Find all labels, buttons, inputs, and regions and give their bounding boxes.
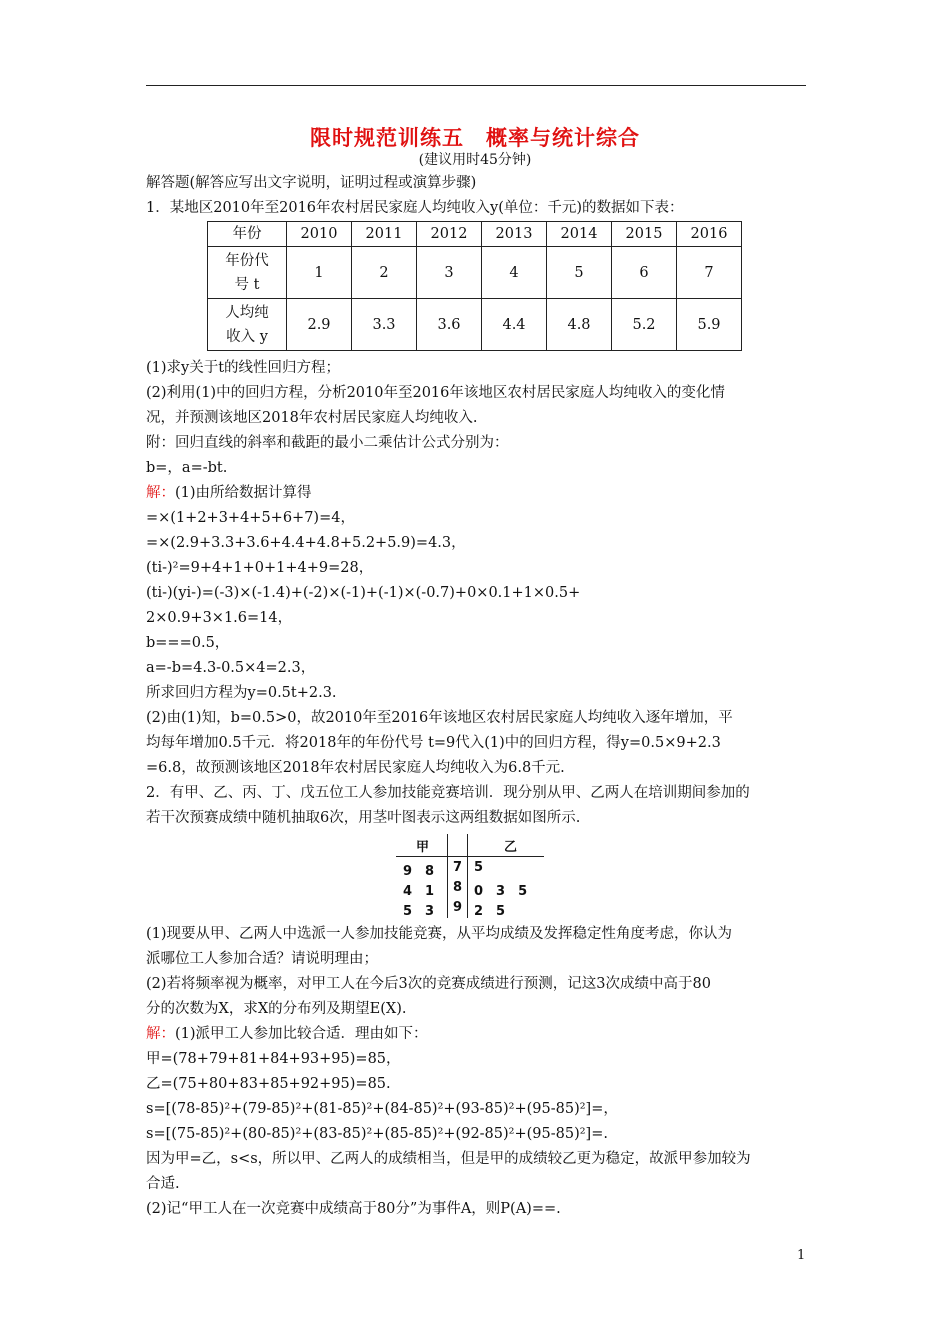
plot-divider-left — [447, 834, 448, 918]
q2-part1: (1)现要从甲、乙两人中选派一人参加技能竞赛，从平均成绩及发挥稳定性角度考虑，你认为 — [146, 926, 733, 942]
table-cell: 4.8 — [547, 299, 612, 351]
table-header-cell — [208, 247, 287, 299]
q1-appendix: 附：回归直线的斜率和截距的最小二乘估计公式分别为： — [146, 435, 509, 451]
q1-sol-line: 均每年增加0.5千元．将2018年的年份代号 t=9代入(1)中的回归方程，得y=0.5×9+2.3 — [146, 735, 721, 751]
table-cell: 1 — [287, 247, 352, 299]
plot-stem: 7 — [453, 860, 463, 875]
q1-part2-cont: 况，并预测该地区2018年农村居民家庭人均纯收入. — [146, 410, 478, 426]
page-number: 1 — [797, 1248, 806, 1263]
q2-sol-line: 合适. — [146, 1176, 180, 1192]
q1-sol-line: 2×0.9+3×1.6=14， — [146, 610, 293, 626]
header-line: 号 t — [234, 276, 260, 293]
page-title: 限时规范训练五 概率与统计综合 — [310, 126, 640, 150]
q1-sol-line: a=-b=4.3-0.5×4=2.3， — [146, 660, 316, 676]
table-cell: 7 — [677, 247, 742, 299]
table-row — [208, 247, 742, 299]
plot-right-header: 乙 — [504, 840, 518, 855]
q2-sol-line: 乙=(75+80+83+85+92+95)=85. — [146, 1076, 391, 1092]
plot-left-leaves: 5 3 — [403, 904, 435, 919]
plot-stem: 9 — [453, 900, 463, 915]
q1-solution-start — [146, 483, 312, 503]
q2-part2-cont: 分的次数为X，求X的分布列及期望E(X). — [146, 1001, 407, 1017]
q2-part2: (2)若将频率视为概率，对甲工人在今后3次的竞赛成绩进行预测，记这3次成绩中高于80 — [146, 976, 711, 992]
plot-right-leaves: 0 3 5 — [474, 884, 528, 899]
solution-label: 解： — [146, 1026, 175, 1042]
table-cell: 5.2 — [612, 299, 677, 351]
plot-divider-right — [467, 834, 468, 918]
plot-stem: 8 — [453, 880, 463, 895]
q2-sol-line: s=[(75-85)²+(80-85)²+(83-85)²+(85-85)²+(92-85)²+(95-85)²]=. — [146, 1126, 608, 1142]
q1-data-table — [207, 221, 742, 351]
table-cell: 5 — [547, 247, 612, 299]
header-line: 年份代 — [225, 252, 269, 269]
header-line: 收入 y — [226, 328, 268, 345]
q2-part1-cont: 派哪位工人参加合适？请说明理由； — [146, 951, 378, 967]
plot-left-header: 甲 — [416, 840, 430, 855]
intro-text: 解答题(解答应写出文字说明，证明过程或演算步骤) — [146, 175, 477, 191]
table-cell: 2011 — [352, 222, 417, 247]
q1-formula: b=，a=-bt. — [146, 460, 228, 476]
q1-sol-line: (ti-)²=9+4+1+0+1+4+9=28， — [146, 560, 374, 576]
q2-solution-start — [146, 1024, 428, 1044]
table-cell: 2013 — [482, 222, 547, 247]
plot-left-leaves: 4 1 — [403, 884, 435, 899]
table-cell: 4 — [482, 247, 547, 299]
q2-stem: 2．有甲、乙、丙、丁、戊五位工人参加技能竞赛培训．现分别从甲、乙两人在培训期间参加的 — [146, 785, 750, 801]
table-cell: 4.4 — [482, 299, 547, 351]
solution-label: 解： — [146, 485, 175, 501]
solution-text: (1)派甲工人参加比较合适．理由如下： — [175, 1026, 428, 1042]
table-cell: 3.6 — [417, 299, 482, 351]
table-row — [208, 222, 742, 247]
table-cell: 6 — [612, 247, 677, 299]
stem-and-leaf-plot — [396, 834, 546, 918]
plot-right-leaves: 2 5 — [474, 904, 506, 919]
q1-part1: (1)求y关于t的线性回归方程； — [146, 360, 341, 376]
table-cell: 3.3 — [352, 299, 417, 351]
q1-sol-line: b===0.5， — [146, 635, 230, 651]
page-subtitle: (建议用时45分钟) — [418, 152, 532, 168]
q1-sol-line: =×(2.9+3.3+3.6+4.4+4.8+5.2+5.9)=4.3， — [146, 535, 466, 551]
table-header-cell: 年份 — [208, 222, 287, 247]
q2-stem-cont: 若干次预赛成绩中随机抽取6次，用茎叶图表示这两组数据如图所示. — [146, 810, 581, 826]
q2-sol-line: 甲=(78+79+81+84+93+95)=85， — [146, 1051, 401, 1067]
header-line: 人均纯 — [225, 304, 269, 321]
q2-sol-line: s=[(78-85)²+(79-85)²+(81-85)²+(84-85)²+(93-85)²+(95-85)²]=， — [146, 1101, 618, 1117]
q1-sol-line: (2)由(1)知，b=0.5>0，故2010年至2016年该地区农村居民家庭人均纯收入逐年增加，平 — [146, 710, 733, 726]
table-cell: 2012 — [417, 222, 482, 247]
q2-sol-line: (2)记“甲工人在一次竞赛中成绩高于80分”为事件A，则P(A)==. — [146, 1201, 561, 1217]
plot-left-leaves: 9 8 — [403, 864, 435, 879]
q1-sol-line: =×(1+2+3+4+5+6+7)=4， — [146, 510, 355, 526]
table-cell: 3 — [417, 247, 482, 299]
q1-sol-line: 所求回归方程为y=0.5t+2.3. — [146, 685, 337, 701]
plot-right-leaves: 5 — [474, 860, 484, 875]
table-cell: 5.9 — [677, 299, 742, 351]
table-cell: 2.9 — [287, 299, 352, 351]
q2-sol-line: 因为甲=乙，s<s，所以甲、乙两人的成绩相当，但是甲的成绩较乙更为稳定，故派甲参加较为 — [146, 1151, 751, 1167]
table-cell: 2 — [352, 247, 417, 299]
solution-text: (1)由所给数据计算得 — [175, 485, 312, 501]
table-cell: 2015 — [612, 222, 677, 247]
table-row — [208, 299, 742, 351]
q1-sol-line: (ti-)(yi-)=(-3)×(-1.4)+(-2)×(-1)+(-1)×(-0.7)+0×0.1+1×0.5+ — [146, 585, 581, 601]
q1-sol-line: =6.8，故预测该地区2018年农村居民家庭人均纯收入为6.8千元. — [146, 760, 565, 776]
q1-part2: (2)利用(1)中的回归方程，分析2010年至2016年该地区农村居民家庭人均纯收入的变化情 — [146, 385, 725, 401]
table-cell: 2014 — [547, 222, 612, 247]
table-header-cell — [208, 299, 287, 351]
table-cell: 2016 — [677, 222, 742, 247]
q1-stem: 1．某地区2010年至2016年农村居民家庭人均纯收入y(单位：千元)的数据如下表： — [146, 200, 684, 216]
plot-header-line — [396, 856, 544, 857]
table-cell: 2010 — [287, 222, 352, 247]
header-rule — [146, 85, 806, 86]
